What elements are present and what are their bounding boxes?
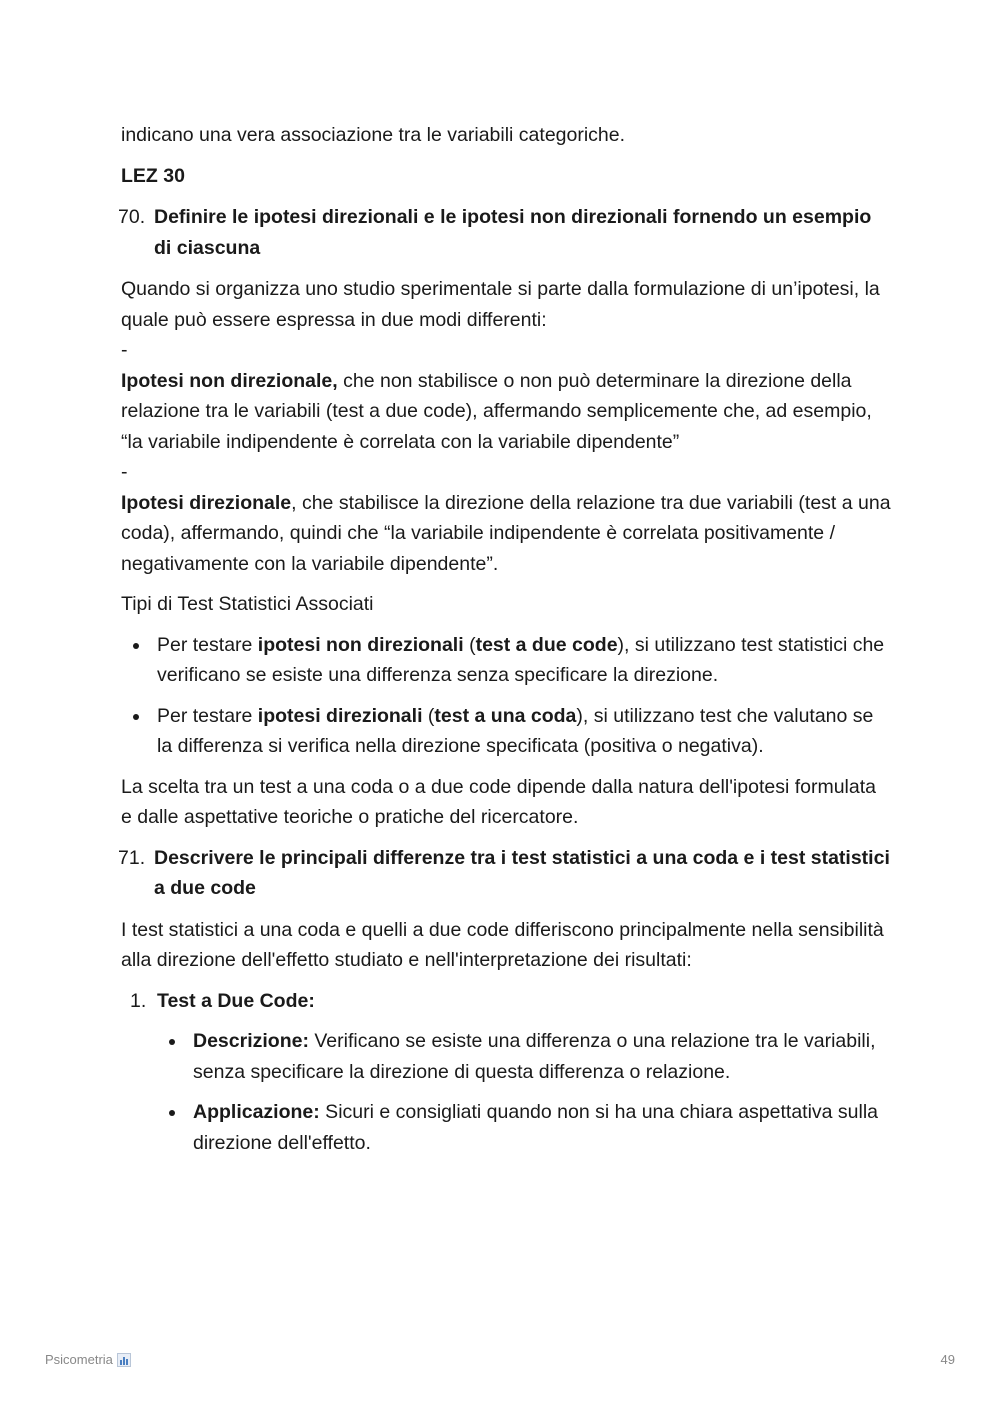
q71-intro: I test statistici a una coda e quelli a due code differiscono principalmente nella sensibilità alla direzione dell'effetto studiato e nell'interpretazione dei risultati: xyxy=(121,918,884,971)
list-item: Per testare ipotesi non direzionali (test a due code), si utilizzano test statistici che verificano se esiste una differenza senza specificare la direzione. xyxy=(121,630,891,691)
intro-tail: indicano una vera associazione tra le variabili categoriche. xyxy=(121,124,626,146)
choice-paragraph: La scelta tra un test a una coda o a due code dipende dalla natura dell'ipotesi formulata e dalle aspettative teoriche o pratiche del ricercatore. xyxy=(121,775,876,828)
list-item: Descrizione: Verificano se esiste una differenza o una relazione tra le variabili, senza specificare la direzione di questa differenza o relazione. xyxy=(157,1026,891,1087)
hypothesis-directional: Ipotesi direzionale, che stabilisce la direzione della relazione tra due variabili (test a una coda), affermando, quindi che “la variabile indipendente è correlata positivamente / negativamente con la variabile dipendente”. xyxy=(121,491,891,575)
lesson-heading: LEZ 30 xyxy=(121,164,185,187)
dash-marker: - xyxy=(121,461,128,483)
bullet-icon xyxy=(121,701,157,762)
bar-chart-icon xyxy=(117,1353,131,1367)
q70-intro: Quando si organizza uno studio sperimentale si parte dalla formulazione di un’ipotesi, la quale può essere espressa in due modi differenti: xyxy=(121,278,880,331)
question-title: Descrivere le principali differenze tra i test statistici a una coda e i test statistici a due code xyxy=(154,846,890,899)
question-70 xyxy=(118,202,891,263)
question-number: 70. xyxy=(118,206,146,228)
dash-marker: - xyxy=(121,339,128,361)
question-number: 71. xyxy=(118,846,146,869)
list-item: Applicazione: Sicuri e consigliati quando non si ha una chiara aspettativa sulla direzione dell'effetto. xyxy=(157,1097,891,1158)
ordered-list-item xyxy=(121,986,891,1017)
hypothesis-non-directional: Ipotesi non direzionale, che non stabilisce o non può determinare la direzione della relazione tra le variabili (test a due code), affermando semplicemente che, ad esempio, “la variabile indipendente è correlata con la variabile dipendente” xyxy=(121,369,872,453)
list-number: 1. xyxy=(130,989,147,1012)
page-number: 49 xyxy=(940,1352,955,1367)
term: Ipotesi non direzionale, xyxy=(121,369,338,392)
bullet-icon xyxy=(121,630,157,691)
sub-list xyxy=(157,1026,891,1158)
question-title: Definire le ipotesi direzionali e le ipotesi non direzionali fornendo un esempio di ciascuna xyxy=(154,206,872,259)
bullet-icon xyxy=(157,1097,193,1158)
list-title: Test a Due Code: xyxy=(157,989,315,1012)
section-heading: Tipi di Test Statistici Associati xyxy=(121,593,374,615)
list-item: Per testare ipotesi direzionali (test a una coda), si utilizzano test che valutano se la differenza si verifica nella direzione specificata (positiva o negativa). xyxy=(121,701,891,762)
term: Ipotesi direzionale xyxy=(121,491,292,514)
page-content xyxy=(118,120,891,1168)
bullet-icon xyxy=(157,1026,193,1087)
question-71 xyxy=(118,843,891,904)
footer-title: Psicometria xyxy=(45,1352,131,1367)
